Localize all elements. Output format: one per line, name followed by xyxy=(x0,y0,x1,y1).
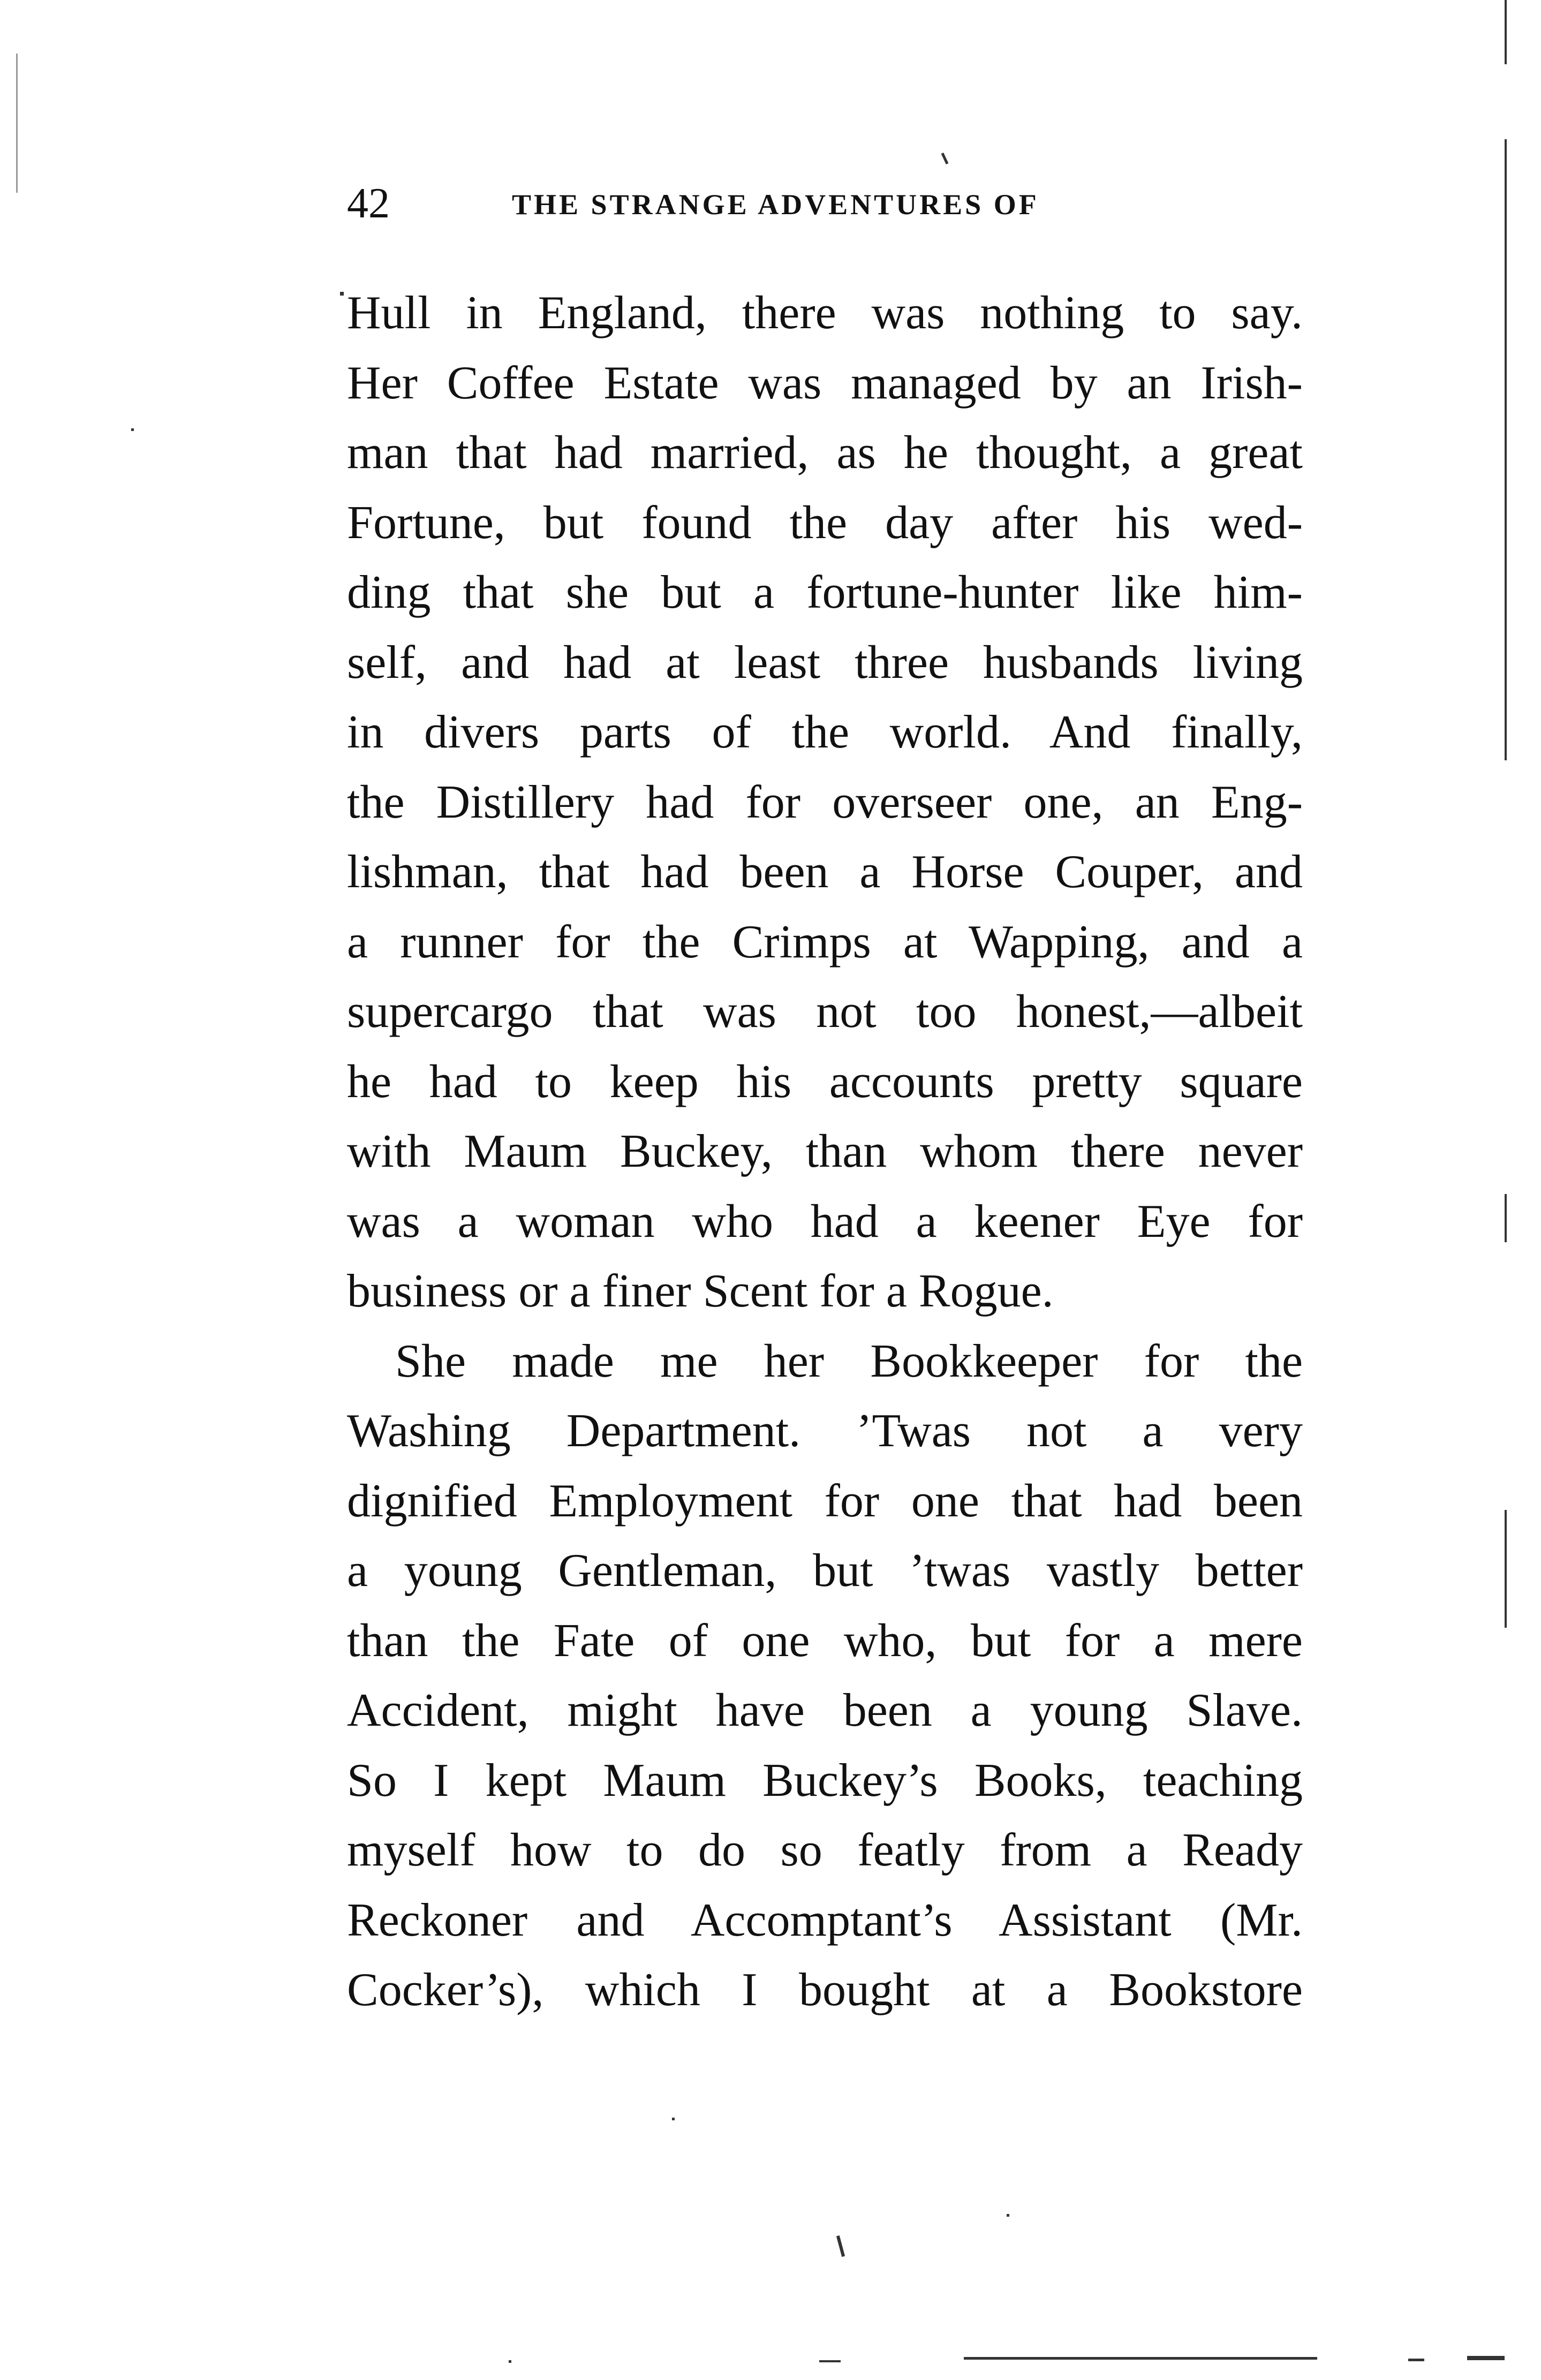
text-line: Hull in England, there was nothing to say. xyxy=(347,287,1303,339)
page-header xyxy=(347,177,1311,230)
scan-speck xyxy=(672,2118,675,2120)
text-line: She made me her Bookkeeper for the xyxy=(395,1335,1303,1387)
text-line: So I kept Maum Buckey’s Books, teaching xyxy=(347,1754,1303,1807)
text-line: in divers parts of the world. And finally, xyxy=(347,706,1303,758)
scan-speck xyxy=(941,153,949,164)
paragraph xyxy=(347,278,1303,1327)
text-line: business or a finer Scent for a Rogue. xyxy=(347,1265,1054,1317)
text-line: Fortune, but found the day after his wed- xyxy=(347,496,1303,549)
text-line: Reckoner and Accomptant’s Assistant (Mr. xyxy=(347,1894,1303,1946)
text-line: he had to keep his accounts pretty square xyxy=(347,1055,1303,1108)
running-head: THE STRANGE ADVENTURES OF xyxy=(512,188,1039,221)
text-line: with Maum Buckey, than whom there never xyxy=(347,1125,1303,1177)
page-number: 42 xyxy=(347,180,390,227)
paragraph xyxy=(347,1327,1303,2026)
scan-speck xyxy=(509,2360,511,2363)
text-line: Her Coffee Estate was managed by an Irish- xyxy=(347,357,1303,409)
scan-speck xyxy=(964,2357,1317,2360)
text-line: Cocker’s), which I bought at a Bookstore xyxy=(347,1964,1303,2016)
text-line: myself how to do so featly from a Ready xyxy=(347,1824,1303,1876)
text-line: Accident, might have been a young Slave. xyxy=(347,1684,1303,1736)
body-text xyxy=(347,278,1303,2026)
text-line: a young Gentleman, but ’twas vastly better xyxy=(347,1545,1303,1597)
text-line: Washing Department. ’Twas not a very xyxy=(347,1405,1303,1457)
scan-edge-mark xyxy=(1505,0,1507,64)
scan-speck xyxy=(819,2360,841,2362)
scan-speck xyxy=(836,2235,845,2257)
text-line: self, and had at least three husbands living xyxy=(347,636,1303,689)
text-line: man that had married, as he thought, a great xyxy=(347,427,1303,479)
text-line: was a woman who had a keener Eye for xyxy=(347,1195,1303,1248)
text-line: dignified Employment for one that had been xyxy=(347,1475,1303,1527)
scan-speck xyxy=(1007,2214,1009,2217)
scan-edge-mark xyxy=(16,54,18,193)
scan-edge-mark xyxy=(1505,1194,1507,1242)
text-line: supercargo that was not too honest,—albeit xyxy=(347,986,1303,1038)
text-line: a runner for the Crimps at Wapping, and a xyxy=(347,916,1303,968)
scan-edge-mark xyxy=(1505,1510,1507,1628)
scan-speck xyxy=(1467,2356,1505,2360)
scan-edge-mark xyxy=(1505,139,1507,760)
text-line: the Distillery had for overseer one, an Eng- xyxy=(347,776,1303,828)
scan-speck xyxy=(1408,2359,1424,2361)
text-line: lishman, that had been a Horse Couper, and xyxy=(347,846,1303,898)
text-line: ding that she but a fortune-hunter like him- xyxy=(347,566,1303,618)
text-line: than the Fate of one who, but for a mere xyxy=(347,1614,1303,1667)
scan-speck xyxy=(131,428,134,431)
scan-speck xyxy=(340,292,344,296)
